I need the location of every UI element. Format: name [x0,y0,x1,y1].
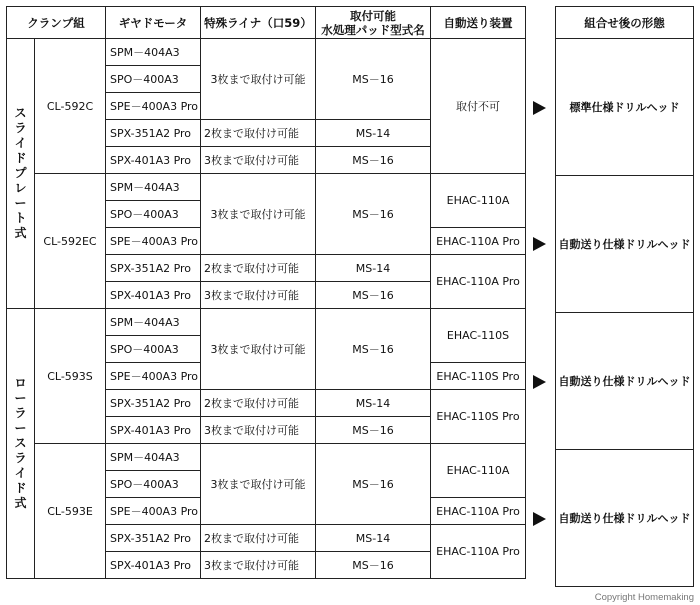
arrow-right-icon [533,237,546,251]
header-auto-feed: 自動送り装置 [431,7,526,39]
gear-motor-cell: SPX-351A2 Pro [106,120,201,147]
arrow-right-icon [533,101,546,115]
table-row [7,309,526,336]
gear-motor-cell: SPX-351A2 Pro [106,390,201,417]
gear-motor-cell: SPX-351A2 Pro [106,255,201,282]
result-cell: 標準仕様ドリルヘッド [556,39,694,176]
table-row [7,39,526,66]
liner-cell: 3枚まで取付け可能 [201,444,316,525]
liner-cell: 3枚まで取付け可能 [201,417,316,444]
pad-cell: MS－16 [316,147,431,174]
result-table [555,6,694,587]
gear-motor-cell: SPE－400A3 Pro [106,228,201,255]
result-cell: 自動送り仕様ドリルヘッド [556,450,694,587]
header-row [7,7,526,39]
result-cell: 自動送り仕様ドリルヘッド [556,176,694,313]
header-pad-line1: 取付可能 [350,8,396,23]
auto-feed-cell: EHAC-110S Pro [431,363,526,390]
auto-feed-cell: EHAC-110A [431,444,526,498]
clamp-model: CL-592C [35,39,106,174]
auto-feed-cell: EHAC-110A Pro [431,228,526,255]
pad-cell: MS-14 [316,525,431,552]
auto-feed-cell: EHAC-110S [431,309,526,363]
liner-cell: 3枚まで取付け可能 [201,552,316,579]
type-label: ローラースライド式 [14,376,27,510]
liner-cell: 3枚まで取付け可能 [201,39,316,120]
gear-motor-cell: SPO－400A3 [106,471,201,498]
pad-cell: MS-14 [316,120,431,147]
gear-motor-cell: SPM－404A3 [106,174,201,201]
liner-cell: 2枚まで取付け可能 [201,525,316,552]
gear-motor-cell: SPO－400A3 [106,201,201,228]
result-cell: 自動送り仕様ドリルヘッド [556,313,694,450]
gear-motor-cell: SPE－400A3 Pro [106,498,201,525]
auto-feed-cell: EHAC-110A Pro [431,255,526,309]
header-pad-line2: 水処理パッド型式名 [321,22,425,37]
auto-feed-cell: 取付不可 [431,39,526,174]
gear-motor-cell: SPX-401A3 Pro [106,417,201,444]
arrow-right-icon [533,512,546,526]
clamp-model: CL-592EC [35,174,106,309]
pad-cell: MS－16 [316,282,431,309]
header-result: 組合せ後の形態 [556,7,694,39]
clamp-model: CL-593S [35,309,106,444]
liner-cell: 2枚まで取付け可能 [201,390,316,417]
gear-motor-cell: SPX-401A3 Pro [106,147,201,174]
gear-motor-cell: SPO－400A3 [106,66,201,93]
gear-motor-cell: SPE－400A3 Pro [106,363,201,390]
pad-cell: MS－16 [316,39,431,120]
liner-cell: 3枚まで取付け可能 [201,282,316,309]
type-roller-slide [7,309,35,579]
arrow-right-icon [533,375,546,389]
gear-motor-cell: SPM－404A3 [106,309,201,336]
table-row [7,174,526,201]
pad-cell: MS－16 [316,417,431,444]
header-liner: 特殊ライナ（口59） [201,7,316,39]
result-header-row [556,7,694,39]
gear-motor-cell: SPM－404A3 [106,444,201,471]
gear-motor-cell: SPO－400A3 [106,336,201,363]
gear-motor-cell: SPM－404A3 [106,39,201,66]
compatibility-table [6,6,526,579]
clamp-model: CL-593E [35,444,106,579]
header-pad [316,7,431,39]
auto-feed-cell: EHAC-110A Pro [431,498,526,525]
result-row [556,39,694,176]
gear-motor-cell: SPX-351A2 Pro [106,525,201,552]
liner-cell: 2枚まで取付け可能 [201,255,316,282]
liner-cell: 2枚まで取付け可能 [201,120,316,147]
result-row [556,176,694,313]
auto-feed-cell: EHAC-110A [431,174,526,228]
pad-cell: MS-14 [316,390,431,417]
gear-motor-cell: SPX-401A3 Pro [106,552,201,579]
header-clamp-group: クランプ組 [7,7,106,39]
liner-cell: 3枚まで取付け可能 [201,174,316,255]
gear-motor-cell: SPE－400A3 Pro [106,93,201,120]
liner-cell: 3枚まで取付け可能 [201,147,316,174]
auto-feed-cell: EHAC-110S Pro [431,390,526,444]
copyright-text: Copyright Homemaking [594,592,694,603]
result-row [556,450,694,587]
gear-motor-cell: SPX-401A3 Pro [106,282,201,309]
pad-cell: MS-14 [316,255,431,282]
result-row [556,313,694,450]
header-gear-motor: ギヤドモータ [106,7,201,39]
auto-feed-cell: EHAC-110A Pro [431,525,526,579]
pad-cell: MS－16 [316,444,431,525]
type-slide-plate [7,39,35,309]
pad-cell: MS－16 [316,309,431,390]
type-label: スライドプレート式 [14,106,27,240]
pad-cell: MS－16 [316,174,431,255]
table-row [7,444,526,471]
pad-cell: MS－16 [316,552,431,579]
liner-cell: 3枚まで取付け可能 [201,309,316,390]
